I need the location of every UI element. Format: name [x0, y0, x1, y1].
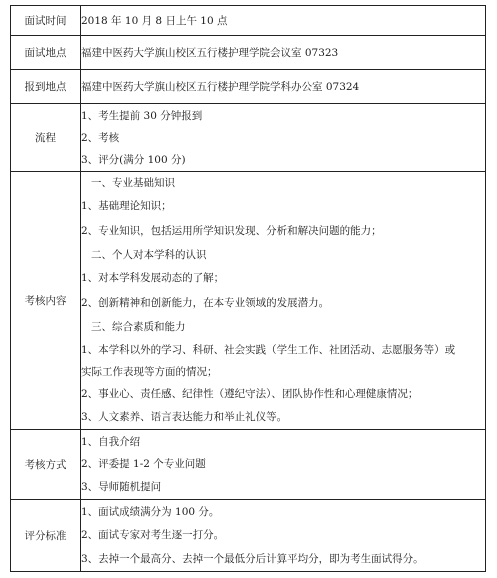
- content-line: 2、专业知识，包括运用所学知识发现、分析和解决问题的能力；: [81, 225, 382, 237]
- content-line: 1、基础理论知识；: [81, 200, 172, 212]
- process-step: 1、考生提前 30 分钟报到: [81, 109, 203, 122]
- label-scoring-criteria: 评分标准: [11, 500, 81, 572]
- value-process: [81, 104, 486, 172]
- content-line: 2、事业心、责任感、纪律性（遵纪守法）、团队协作性和心理健康情况；: [81, 388, 419, 400]
- row-checkin-location: [11, 70, 486, 104]
- label-checkin-location: 报到地点: [11, 70, 81, 104]
- method-item: 2、评委提 1-2 个专业问题: [81, 457, 206, 470]
- content-line: 2、创新精神和创新能力，在本专业领域的发展潜力。: [81, 297, 330, 309]
- section-heading: 一、专业基础知识: [91, 177, 175, 189]
- process-step: 3、评分(满分 100 分): [81, 153, 186, 166]
- value-assessment-method: [81, 430, 486, 500]
- content-line: 3、人文素养、语言表达能力和举止礼仪等。: [81, 411, 288, 423]
- label-assessment-content: 考核内容: [11, 172, 81, 430]
- content-line: 1、对本学科发展动态的了解；: [81, 272, 225, 284]
- row-assessment-method: [11, 430, 486, 500]
- scoring-item: 1、面试成绩满分为 100 分。: [81, 505, 220, 518]
- label-interview-time: 面试时间: [11, 6, 81, 36]
- row-process: [11, 104, 486, 172]
- method-item: 1、自我介绍: [81, 435, 141, 448]
- label-assessment-method: 考核方式: [11, 430, 81, 500]
- interview-info-table: [10, 5, 486, 572]
- label-interview-location: 面试地点: [11, 36, 81, 70]
- scoring-item: 2、面试专家对考生逐一打分。: [81, 528, 225, 541]
- row-interview-location: [11, 36, 486, 70]
- row-interview-time: [11, 6, 486, 36]
- section-heading: 二、个人对本学科的认识: [91, 249, 207, 261]
- process-step: 2、考核: [81, 131, 120, 144]
- content-line-continued: 实际工作表现等方面的情况；: [81, 366, 218, 378]
- value-interview-location: 福建中医药大学旗山校区五行楼护理学院会议室 07323: [81, 36, 486, 70]
- row-scoring-criteria: [11, 500, 486, 572]
- row-assessment-content: [11, 172, 486, 430]
- value-assessment-content: [81, 172, 486, 430]
- method-item: 3、导师随机提问: [81, 480, 162, 493]
- value-checkin-location: 福建中医药大学旗山校区五行楼护理学院学科办公室 07324: [81, 70, 486, 104]
- content-line: 1、本学科以外的学习、科研、社会实践（学生工作、社团活动、志愿服务等）或: [81, 344, 456, 356]
- value-interview-time: 2018 年 10 月 8 日上午 10 点: [81, 6, 486, 36]
- label-process: 流程: [11, 104, 81, 172]
- section-heading: 三、综合素质和能力: [91, 321, 186, 333]
- value-scoring-criteria: [81, 500, 486, 572]
- scoring-item: 3、去掉一个最高分、去掉一个最低分后计算平均分，即为考生面试得分。: [81, 552, 424, 565]
